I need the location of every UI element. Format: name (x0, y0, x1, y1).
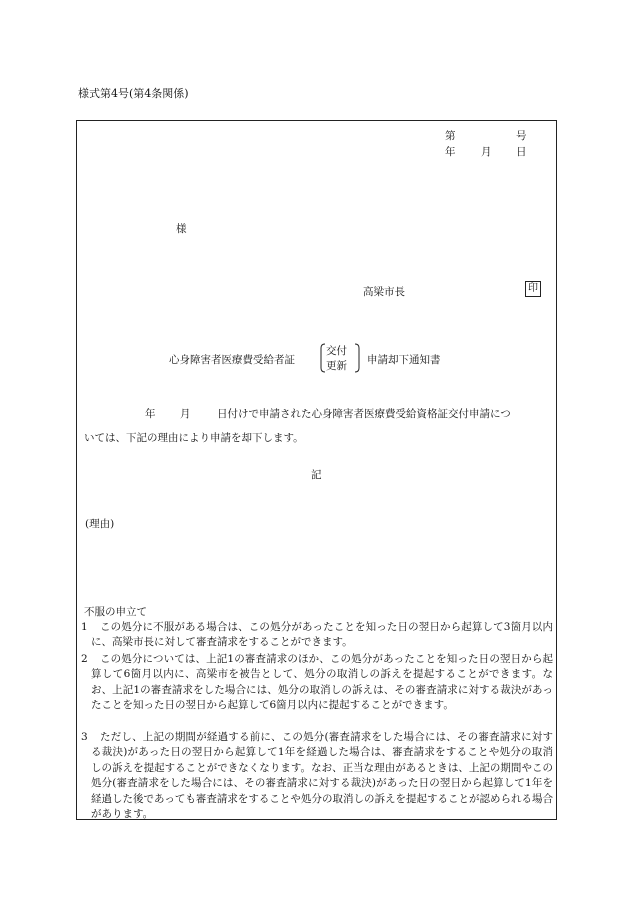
number-suffix: 号 (516, 130, 527, 142)
reason-label: (理由) (85, 518, 115, 530)
appeal-item-number: 3 (81, 731, 88, 743)
recipient-suffix: 様 (176, 223, 187, 235)
appeal-heading: 不服の申立て (84, 606, 147, 618)
appeal-item-3 (81, 730, 553, 822)
date-day: 日 (516, 146, 527, 158)
date-year: 年 (445, 146, 456, 158)
issuer-name: 高梁市長 (363, 286, 405, 298)
body-year: 年 (145, 408, 156, 420)
appeal-item-text: この処分については、上記1の審査請求のほか、この処分があったことを知った日の翌日から起算して6箇月以内に、高梁市を被告として、処分の取消しの訴えを提起することができます。なお、上記1の審査請求をした場合には、処分の取消しの訴えは、その審査請求に対する裁決があったことを知った日の翌日から起算して6箇月以内に提起することができます。 (91, 653, 553, 712)
body-line1: 日付けで申請された心身障害者医療費受給資格証交付申請につ (217, 408, 511, 420)
title-option-issue: 交付 (326, 345, 347, 357)
ki-mark: 記 (311, 469, 322, 481)
body-month: 月 (180, 408, 191, 420)
document-title-suffix: 申請却下通知書 (367, 354, 441, 366)
appeal-item-text: この処分に不服がある場合は、この処分があったことを知った日の翌日から起算して3箇月以内に、高梁市長に対して審査請求をすることができます。 (91, 621, 553, 649)
seal-mark: 印 (525, 281, 541, 297)
number-prefix: 第 (445, 130, 456, 142)
appeal-item-2 (81, 652, 553, 714)
appeal-item-text: ただし、上記の期間が経過する前に、この処分(審査請求をした場合には、その審査請求に対する裁決)があった日の翌日から起算して1年を経過した場合は、審査請求をすることや処分の取消しの訴えを提起することができなくなります。なお、正当な理由があるときは、上記の期間やこの処分(審査請求をした場合には、その審査請求に対する裁決)があった日の翌日から起算して1年を経過した後であっても審査請求をすることや処分の取消しの訴えを提起することが認められる場合があります。 (91, 731, 553, 821)
appeal-item-number: 2 (81, 653, 88, 665)
appeal-item-1 (81, 620, 553, 651)
title-option-renew: 更新 (326, 360, 347, 372)
appeal-item-number: 1 (81, 621, 88, 633)
document-title-prefix: 心身障害者医療費受給者証 (169, 354, 295, 366)
form-label: 様式第4号(第4条関係) (78, 87, 189, 100)
date-month: 月 (481, 146, 492, 158)
body-line2: いては、下記の理由により申請を却下します。 (84, 432, 304, 444)
